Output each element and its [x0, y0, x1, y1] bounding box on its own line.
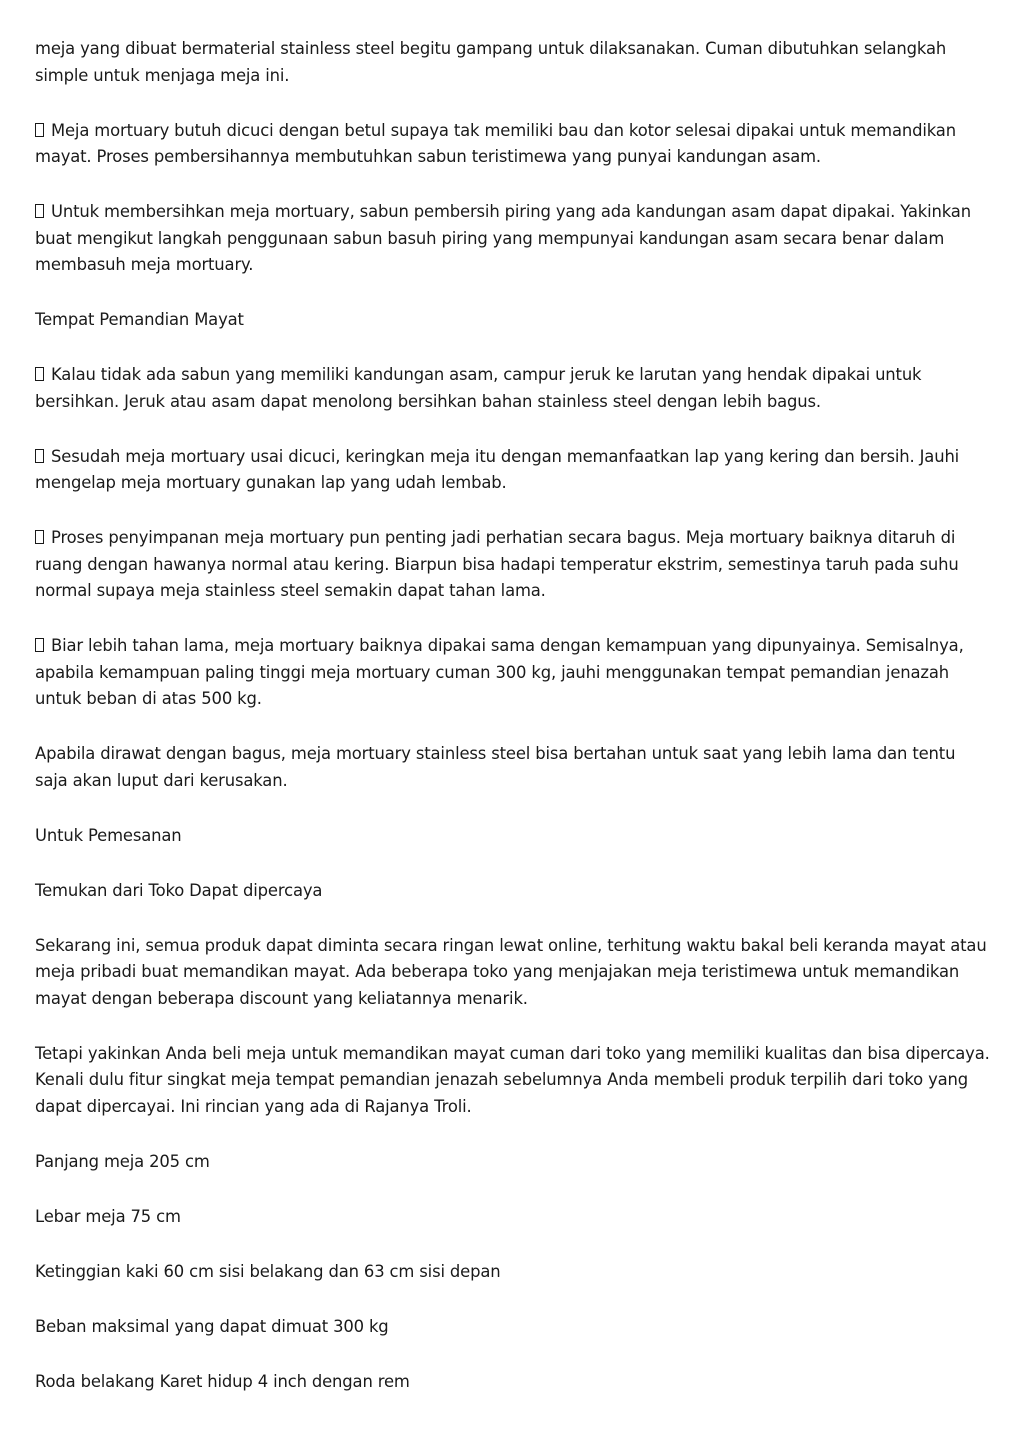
bullet-paragraph: Biar lebih tahan lama, meja mortuary baiknya dipakai sama dengan kemampuan yang dipunyainya. Semisalnya, apabila kemampuan paling tinggi meja mortuary cuman 300 kg, jauhi menggunakan tempat pemandian jenazah untuk beban di atas 500 kg. — [35, 636, 964, 708]
section-heading: Tempat Pemandian Mayat — [35, 310, 244, 329]
spec-line: Panjang meja 205 cm — [35, 1151, 210, 1171]
spec-line: Lebar meja 75 cm — [35, 1206, 181, 1226]
paragraph: Apabila dirawat dengan bagus, meja mortuary stainless steel bisa bertahan untuk saat yang lebih lama dan tentu saja akan luput dari kerusakan. — [35, 744, 956, 790]
missing-glyph-box-icon — [35, 638, 44, 652]
missing-glyph-box-icon — [35, 367, 44, 381]
missing-glyph-box-icon — [35, 530, 44, 544]
bullet-paragraph: Kalau tidak ada sabun yang memiliki kandungan asam, campur jeruk ke larutan yang hendak dipakai untuk bersihkan. Jeruk atau asam dapat menolong bersihkan bahan stainless steel dengan lebih bagus. — [35, 365, 922, 411]
bullet-paragraph: Sesudah meja mortuary usai dicuci, keringkan meja itu dengan memanfaatkan lap yang kering dan bersih. Jauhi mengelap meja mortuary gunakan lap yang udah lembab. — [35, 446, 960, 492]
paragraph-intro: meja yang dibuat bermaterial stainless steel begitu gampang untuk dilaksanakan. Cuman dibutuhkan selangkah simple untuk menjaga meja ini. — [35, 39, 947, 85]
section-heading: Temukan dari Toko Dapat dipercaya — [35, 880, 323, 900]
paragraph: Tetapi yakinkan Anda beli meja untuk memandikan mayat cuman dari toko yang memiliki kualitas dan bisa dipercaya. Kenali dulu fitur singkat meja tempat pemandian jenazah sebelumnya Anda membeli produk terpilih dari toko yang dapat dipercayai. Ini rincian yang ada di Rajanya Troli. — [35, 1043, 990, 1116]
section-heading: Untuk Pemesanan — [35, 825, 182, 845]
missing-glyph-box-icon — [35, 449, 44, 463]
missing-glyph-box-icon — [35, 123, 44, 137]
document-page — [35, 36, 990, 1424]
spec-line: Roda belakang Karet hidup 4 inch dengan rem — [35, 1371, 410, 1391]
paragraph: Sekarang ini, semua produk dapat diminta secara ringan lewat online, terhitung waktu bakal beli keranda mayat atau meja pribadi buat memandikan mayat. Ada beberapa toko yang menjajakan meja teristimewa untuk memandikan mayat dengan beberapa discount yang keliatannya menarik. — [35, 935, 987, 1008]
bullet-paragraph: Untuk membersihkan meja mortuary, sabun pembersih piring yang ada kandungan asam dapat dipakai. Yakinkan buat mengikut langkah penggunaan sabun basuh piring yang mempunyai kandungan asam secara benar dalam membasuh meja mortuary. — [35, 202, 971, 274]
missing-glyph-box-icon — [35, 204, 44, 218]
spec-line: Ketinggian kaki 60 cm sisi belakang dan 63 cm sisi depan — [35, 1261, 501, 1281]
spec-line: Beban maksimal yang dapat dimuat 300 kg — [35, 1316, 389, 1336]
bullet-paragraph: Meja mortuary butuh dicuci dengan betul supaya tak memiliki bau dan kotor selesai dipakai untuk memandikan mayat. Proses pembersihannya membutuhkan sabun teristimewa yang punyai kandungan asam. — [35, 120, 956, 166]
bullet-paragraph: Proses penyimpanan meja mortuary pun penting jadi perhatian secara bagus. Meja mortuary baiknya ditaruh di ruang dengan hawanya normal atau kering. Biarpun bisa hadapi temperatur ekstrim, semestinya taruh pada suhu normal supaya meja stainless steel semakin dapat tahan lama. — [35, 528, 959, 600]
